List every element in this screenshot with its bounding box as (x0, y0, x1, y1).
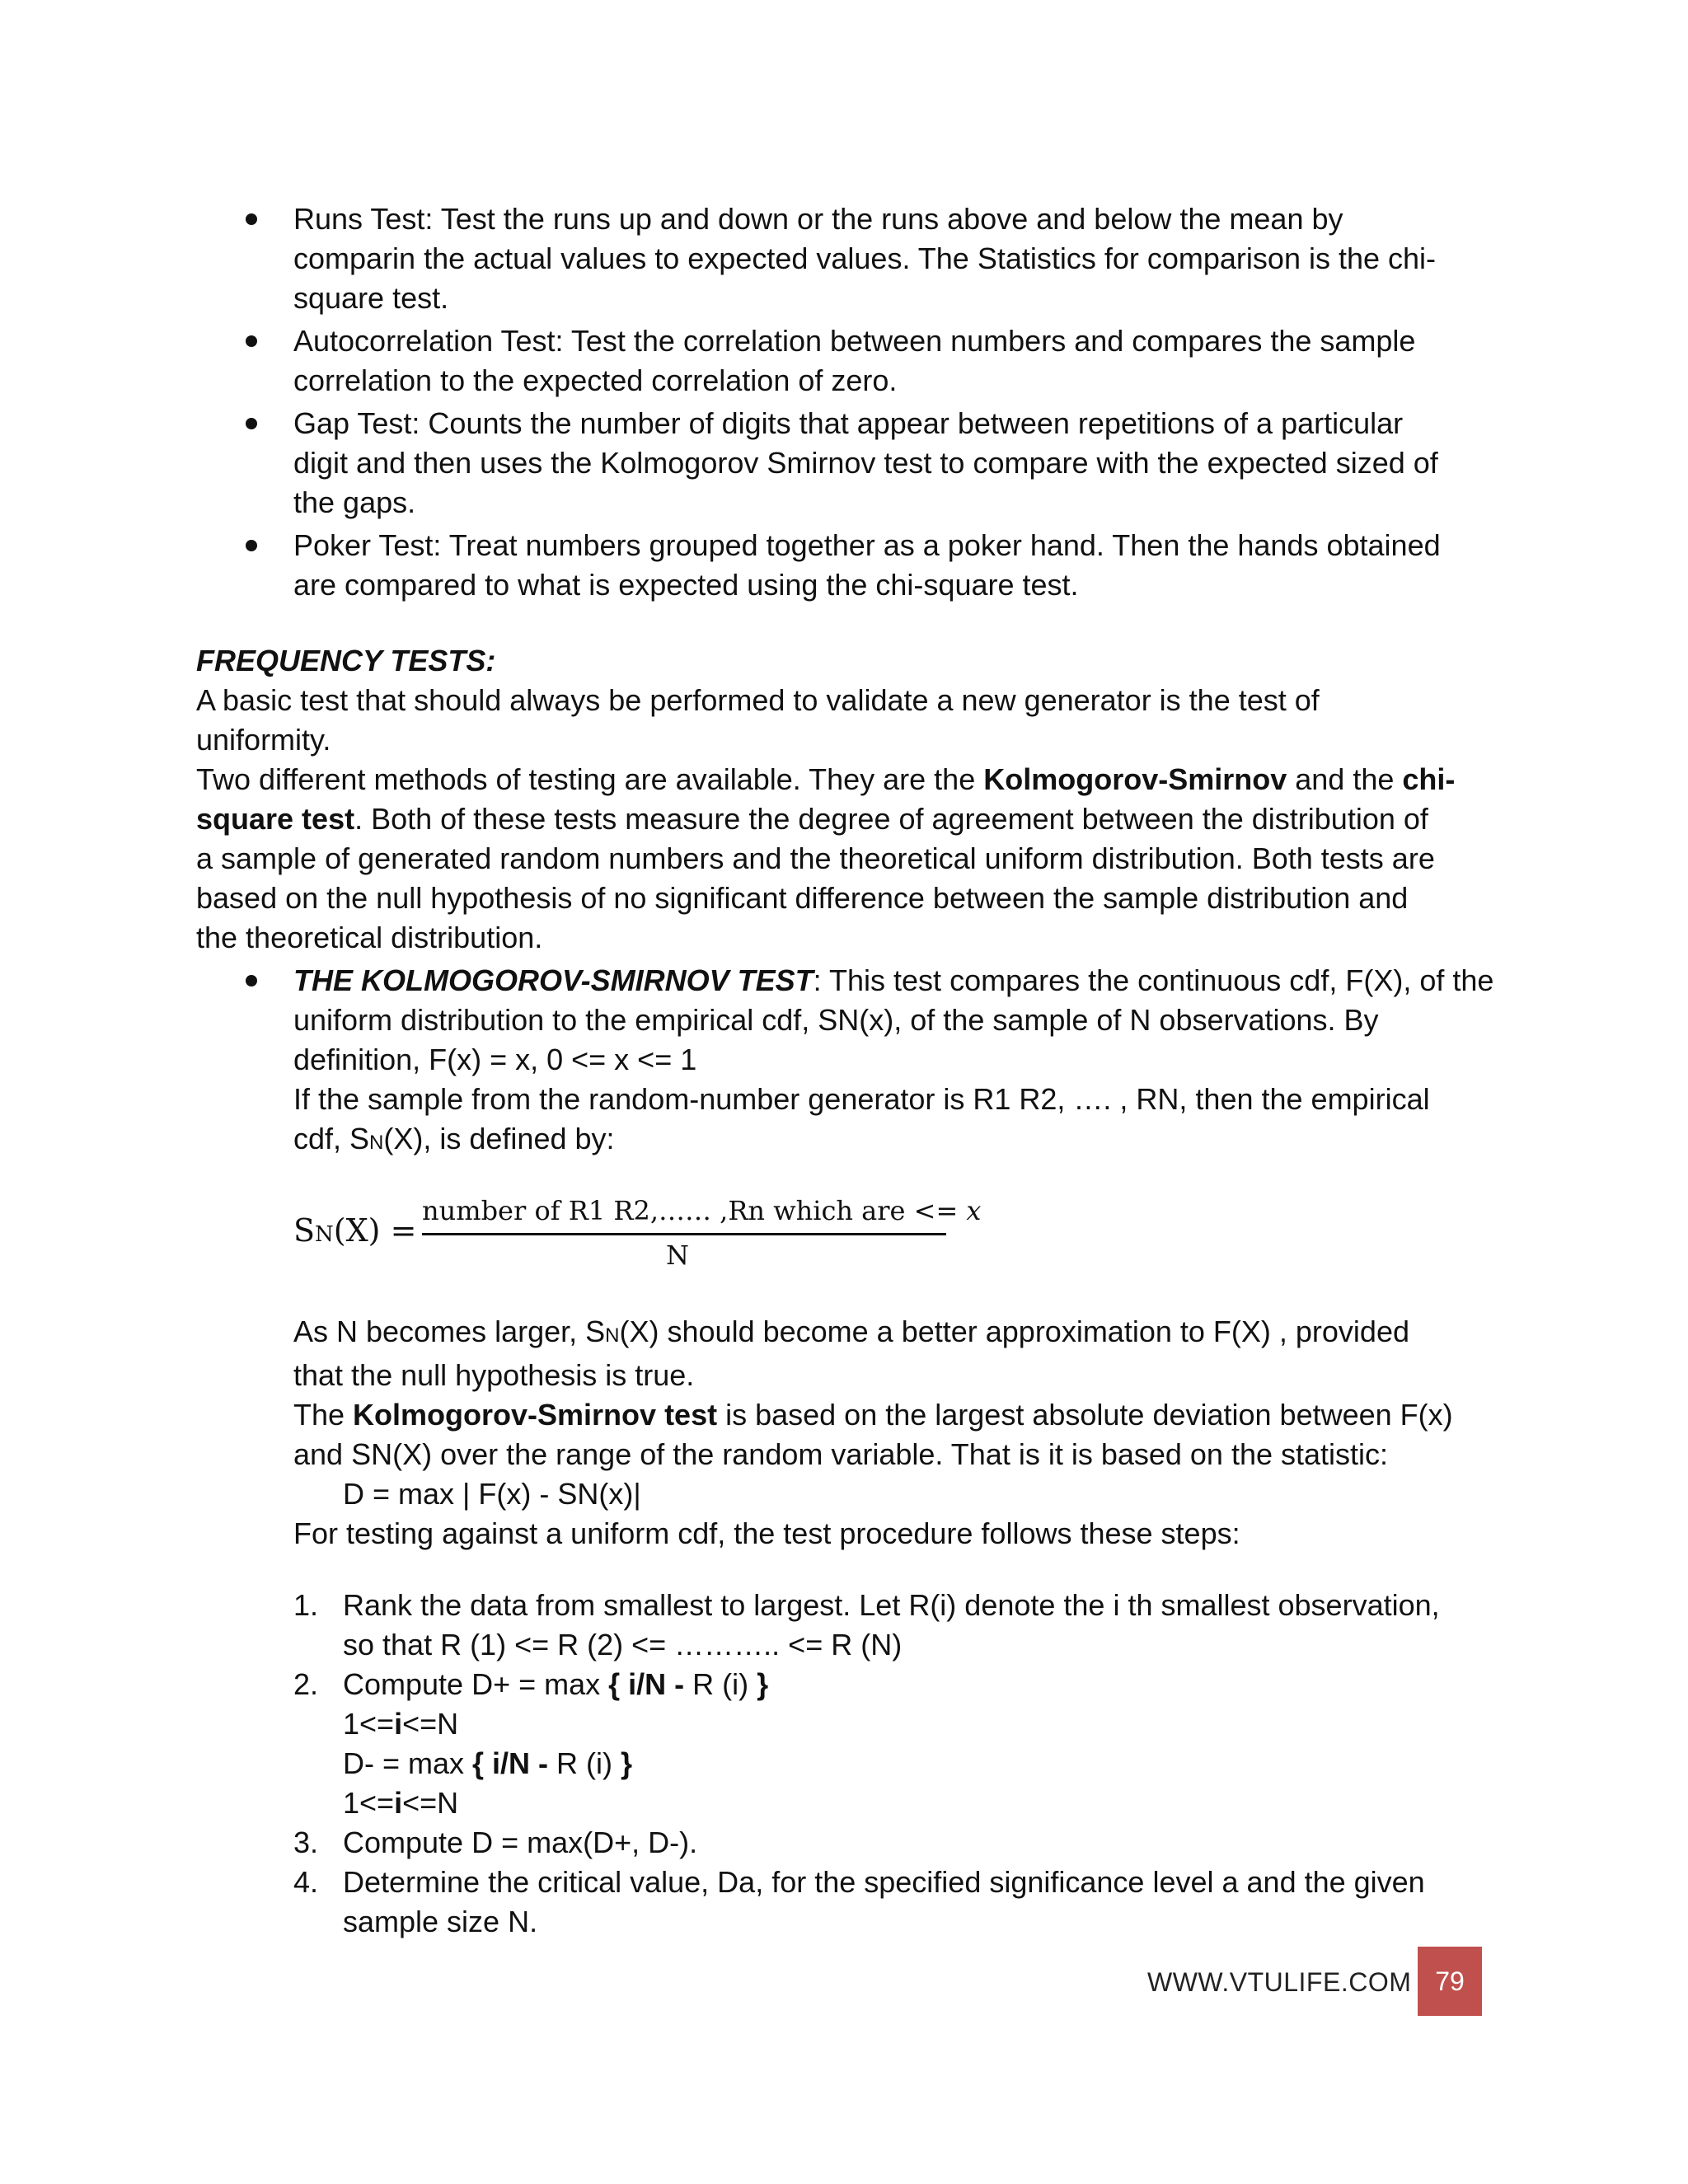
text-line: Poker Test: Treat numbers grouped together as a poker hand. Then the hands obtained (293, 528, 1441, 562)
bold-term: { i/N - (472, 1746, 557, 1780)
text-run: The (293, 1398, 354, 1432)
list-item-autocorrelation-test (196, 321, 1482, 401)
list-item-ks-test (196, 961, 1494, 1163)
text-line: If the sample from the random-number generator is R1 R2, …. , RN, then the empirical (293, 1082, 1430, 1116)
text-line: Gap Test: Counts the number of digits that appear between repetitions of a particular (293, 406, 1404, 440)
bold-term: Kolmogorov-Smirnov test (353, 1398, 718, 1432)
bold-term: i (394, 1786, 403, 1820)
text-line: comparin the actual values to expected values. The Statistics for comparison is the chi- (293, 241, 1437, 275)
ks-title: THE KOLMOGOROV-SMIRNOV TEST (293, 963, 814, 997)
bullet-icon (246, 213, 257, 225)
text-run: cdf, S (293, 1122, 370, 1155)
text-line: Rank the data from smallest to largest. Let R(i) denote the i th smallest observation, (343, 1588, 1440, 1622)
bullet-icon (246, 540, 257, 551)
text-run: R (i) (556, 1746, 621, 1780)
text-line: sample size N. (343, 1905, 538, 1938)
list-item-gap-test (196, 404, 1482, 523)
bold-term: { i/N - (608, 1667, 693, 1701)
section-heading: FREQUENCY TESTS: (196, 644, 496, 677)
text-line: the theoretical distribution. (196, 921, 543, 954)
step-item-3 (293, 1823, 1513, 1863)
text-line: Runs Test: Test the runs up and down or the runs above and below the mean by (293, 202, 1343, 236)
step-number: 1. (293, 1588, 319, 1622)
text-line: and SN(X) over the range of the random variable. That is it is based on the statistic: (293, 1437, 1389, 1471)
text-run: . Both of these tests measure the degree of agreement between the distribution of (354, 802, 1428, 836)
bold-term: Kolmogorov-Smirnov (983, 762, 1287, 796)
text-line: based on the null hypothesis of no significant difference between the sample distribution and (196, 881, 1409, 915)
text-run: 1<= (343, 1707, 395, 1741)
text-line (293, 1395, 1513, 1435)
formula-numerator: number of R1 R2,…… ,Rn which are <= 𝑥 (422, 1195, 982, 1226)
frequency-tests-section (196, 641, 1515, 958)
fraction-bar (422, 1233, 946, 1235)
bold-term: chi- (1402, 762, 1456, 796)
ks-explanation (293, 1312, 1513, 1554)
formula-subscript: N (315, 1222, 334, 1247)
subscript: N (369, 1132, 384, 1154)
statistic-line: D = max | F(x) - SN(x)| (343, 1477, 641, 1511)
text-line: Compute D = max(D+, D-). (343, 1825, 698, 1859)
text-line (293, 1119, 1482, 1163)
text-line: uniform distribution to the empirical cdf, SN(x), of the sample of N observations. By (293, 1003, 1379, 1037)
bold-term: } (757, 1667, 769, 1701)
step-number: 3. (293, 1825, 319, 1859)
bold-term: i (394, 1707, 403, 1741)
formula-denominator: N (666, 1240, 689, 1271)
formula-lhs (293, 1210, 416, 1255)
footer-website: WWW.VTULIFE.COM (1147, 1967, 1412, 1997)
text-run: (X), is defined by: (383, 1122, 615, 1155)
text-line: Determine the critical value, Da, for the specified significance level a and the given (343, 1865, 1425, 1899)
subscript: N (605, 1324, 620, 1347)
bold-term: } (621, 1746, 633, 1780)
text-run: and the (1287, 762, 1403, 796)
text-line (343, 1783, 1513, 1823)
text-run: Compute D+ = max (343, 1667, 609, 1701)
text-run: (X) should become a better approximation to F(X) , provided (619, 1315, 1409, 1348)
list-item-runs-test (196, 199, 1482, 318)
text-line: definition, F(x) = x, 0 <= x <= 1 (293, 1043, 697, 1076)
list-item-poker-test (196, 526, 1482, 605)
formula-symbol: S (293, 1212, 316, 1249)
text-line: are compared to what is expected using the chi-square test. (293, 568, 1079, 602)
text-line: Autocorrelation Test: Test the correlation between numbers and compares the sample (293, 324, 1416, 358)
text-line (343, 1744, 1513, 1783)
text-run: As N becomes larger, S (293, 1315, 606, 1348)
step-number: 2. (293, 1667, 319, 1701)
text-line: square test. (293, 281, 449, 315)
step-item-1 (293, 1586, 1513, 1665)
text-line: that the null hypothesis is true. (293, 1358, 695, 1392)
ks-test-list (196, 961, 1494, 1163)
text-line (293, 1312, 1513, 1356)
text-line: digit and then uses the Kolmogorov Smirnov test to compare with the expected sized of (293, 446, 1438, 480)
text-line: A basic test that should always be performed to validate a new generator is the test of (196, 683, 1320, 717)
text-run: : This test compares the continuous cdf, F(X), of the (813, 963, 1494, 997)
bold-term: square test (196, 802, 355, 836)
text-run: is based on the largest absolute deviation between F(x) (717, 1398, 1453, 1432)
text-run: <=N (402, 1707, 459, 1741)
text-line: correlation to the expected correlation of zero. (293, 363, 898, 397)
text-run: Two different methods of testing are available. They are the (196, 762, 984, 796)
text-run: R (i) (692, 1667, 757, 1701)
text-line (196, 799, 1515, 839)
text-line (293, 961, 1494, 1001)
text-line: uniformity. (196, 723, 331, 757)
step-item-2 (293, 1665, 1513, 1823)
text-run: <=N (402, 1786, 459, 1820)
text-line: the gaps. (293, 485, 416, 519)
test-types-list (196, 199, 1482, 605)
text-run: D- = max (343, 1746, 473, 1780)
procedure-steps (293, 1586, 1513, 1942)
text-line (343, 1665, 1513, 1704)
bullet-icon (246, 975, 257, 987)
page-number-badge: 79 (1418, 1947, 1482, 2016)
text-line: so that R (1) <= R (2) <= ……….. <= R (N) (343, 1628, 903, 1661)
step-number: 4. (293, 1865, 319, 1899)
empirical-cdf-formula (293, 1193, 982, 1276)
text-line: a sample of generated random numbers and the theoretical uniform distribution. Both tests are (196, 841, 1435, 875)
bullet-icon (246, 335, 257, 347)
bullet-icon (246, 418, 257, 429)
text-run: 1<= (343, 1786, 395, 1820)
text-line (196, 760, 1515, 799)
formula-text: (X) = (333, 1212, 417, 1249)
text-line: For testing against a uniform cdf, the test procedure follows these steps: (293, 1516, 1240, 1550)
step-item-4 (293, 1863, 1513, 1942)
text-line (343, 1704, 1513, 1744)
